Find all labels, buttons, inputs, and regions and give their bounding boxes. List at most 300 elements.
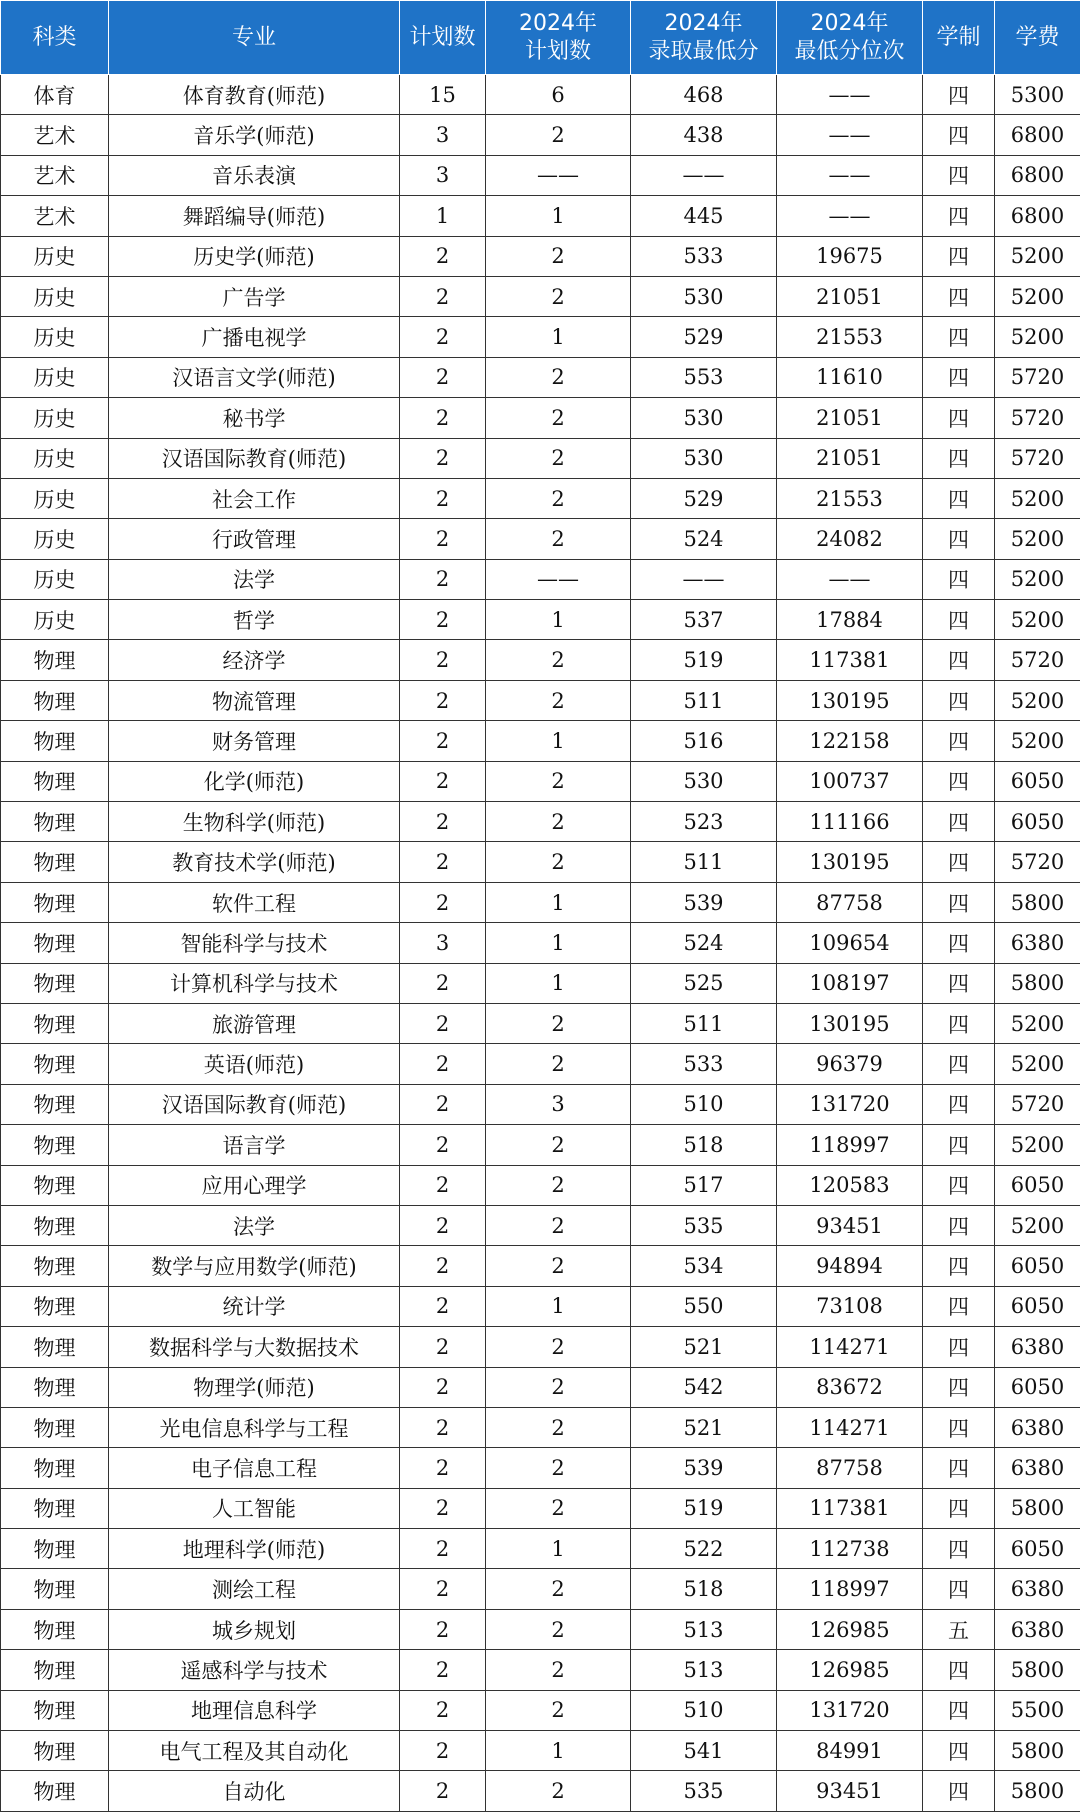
cell-2024-min-score: 513 <box>631 1609 777 1649</box>
cell-2024-min-rank: 84991 <box>777 1731 923 1771</box>
table-row <box>1 1609 1080 1649</box>
table-row <box>1 155 1080 195</box>
cell-category: 历史 <box>1 236 109 276</box>
cell-major: 旅游管理 <box>109 1003 400 1043</box>
cell-2024-min-score: 516 <box>631 721 777 761</box>
table-row <box>1 1650 1080 1690</box>
cell-major: 体育教育(师范) <box>109 75 400 115</box>
cell-plan-count: 2 <box>400 398 486 438</box>
cell-duration: 四 <box>923 115 995 155</box>
cell-category: 物理 <box>1 963 109 1003</box>
cell-category: 物理 <box>1 802 109 842</box>
cell-tuition: 5300 <box>995 75 1080 115</box>
cell-duration: 四 <box>923 1286 995 1326</box>
cell-2024-min-rank: 93451 <box>777 1771 923 1811</box>
cell-category: 物理 <box>1 1407 109 1447</box>
cell-major: 汉语国际教育(师范) <box>109 1084 400 1124</box>
table-row <box>1 923 1080 963</box>
cell-2024-plan-count: 2 <box>486 802 631 842</box>
cell-plan-count: 2 <box>400 963 486 1003</box>
cell-2024-plan-count: 2 <box>486 398 631 438</box>
cell-2024-min-rank: —— <box>777 155 923 195</box>
cell-plan-count: 2 <box>400 1165 486 1205</box>
cell-2024-min-rank: 87758 <box>777 882 923 922</box>
cell-2024-min-score: 535 <box>631 1205 777 1245</box>
cell-2024-plan-count: 1 <box>486 1286 631 1326</box>
cell-duration: 四 <box>923 317 995 357</box>
cell-category: 物理 <box>1 680 109 720</box>
cell-category: 物理 <box>1 1367 109 1407</box>
cell-2024-plan-count: 2 <box>486 438 631 478</box>
cell-plan-count: 2 <box>400 1771 486 1811</box>
cell-major: 历史学(师范) <box>109 236 400 276</box>
cell-2024-min-score: 533 <box>631 1044 777 1084</box>
cell-major: 音乐学(师范) <box>109 115 400 155</box>
cell-major: 经济学 <box>109 640 400 680</box>
header-label-line: 2024年 <box>631 10 776 38</box>
cell-2024-min-rank: 117381 <box>777 640 923 680</box>
cell-category: 历史 <box>1 317 109 357</box>
cell-duration: 四 <box>923 155 995 195</box>
cell-2024-plan-count: 1 <box>486 1529 631 1569</box>
cell-plan-count: 15 <box>400 75 486 115</box>
cell-2024-min-score: 537 <box>631 600 777 640</box>
table-header <box>1 1 1080 75</box>
cell-duration: 四 <box>923 923 995 963</box>
cell-2024-plan-count: 2 <box>486 1569 631 1609</box>
cell-2024-plan-count: 2 <box>486 1690 631 1730</box>
cell-2024-min-rank: 87758 <box>777 1448 923 1488</box>
cell-major: 物理学(师范) <box>109 1367 400 1407</box>
cell-duration: 四 <box>923 721 995 761</box>
cell-2024-min-rank: 21553 <box>777 317 923 357</box>
cell-2024-min-score: 511 <box>631 680 777 720</box>
cell-2024-min-score: 533 <box>631 236 777 276</box>
cell-major: 法学 <box>109 1205 400 1245</box>
cell-plan-count: 2 <box>400 1488 486 1528</box>
cell-category: 物理 <box>1 721 109 761</box>
cell-tuition: 5200 <box>995 276 1080 316</box>
cell-plan-count: 2 <box>400 317 486 357</box>
cell-plan-count: 2 <box>400 1003 486 1043</box>
cell-tuition: 5720 <box>995 357 1080 397</box>
cell-2024-plan-count: 2 <box>486 1246 631 1286</box>
cell-tuition: 6800 <box>995 196 1080 236</box>
cell-2024-plan-count: 1 <box>486 721 631 761</box>
cell-plan-count: 2 <box>400 680 486 720</box>
cell-2024-min-rank: 118997 <box>777 1125 923 1165</box>
cell-major: 英语(师范) <box>109 1044 400 1084</box>
cell-plan-count: 2 <box>400 1044 486 1084</box>
table-row <box>1 1367 1080 1407</box>
cell-major: 秘书学 <box>109 398 400 438</box>
cell-2024-min-score: 539 <box>631 882 777 922</box>
table-row <box>1 721 1080 761</box>
cell-duration: 四 <box>923 1246 995 1286</box>
header-label-line: 最低分位次 <box>777 38 922 66</box>
cell-major: 法学 <box>109 559 400 599</box>
table-row <box>1 1690 1080 1730</box>
cell-tuition: 5800 <box>995 1650 1080 1690</box>
cell-plan-count: 2 <box>400 438 486 478</box>
cell-plan-count: 3 <box>400 115 486 155</box>
cell-category: 历史 <box>1 357 109 397</box>
table-row <box>1 1569 1080 1609</box>
cell-tuition: 6380 <box>995 1448 1080 1488</box>
cell-category: 物理 <box>1 1650 109 1690</box>
cell-tuition: 5800 <box>995 963 1080 1003</box>
cell-duration: 四 <box>923 1367 995 1407</box>
cell-2024-min-score: —— <box>631 155 777 195</box>
cell-duration: 四 <box>923 1771 995 1811</box>
cell-major: 数据科学与大数据技术 <box>109 1327 400 1367</box>
table-row <box>1 761 1080 801</box>
cell-2024-plan-count: 2 <box>486 1165 631 1205</box>
cell-2024-min-score: 523 <box>631 802 777 842</box>
cell-2024-plan-count: 2 <box>486 1771 631 1811</box>
table-row <box>1 1084 1080 1124</box>
cell-plan-count: 2 <box>400 1731 486 1771</box>
cell-2024-min-rank: 17884 <box>777 600 923 640</box>
cell-major: 财务管理 <box>109 721 400 761</box>
cell-major: 语言学 <box>109 1125 400 1165</box>
cell-duration: 四 <box>923 1044 995 1084</box>
cell-tuition: 5200 <box>995 1044 1080 1084</box>
table-row <box>1 317 1080 357</box>
header-label-line: 2024年 <box>486 10 630 38</box>
cell-2024-plan-count: 2 <box>486 1327 631 1367</box>
cell-plan-count: 2 <box>400 842 486 882</box>
cell-category: 物理 <box>1 882 109 922</box>
cell-duration: 四 <box>923 236 995 276</box>
cell-duration: 四 <box>923 519 995 559</box>
cell-2024-min-score: 524 <box>631 519 777 559</box>
cell-category: 物理 <box>1 761 109 801</box>
cell-2024-plan-count: 3 <box>486 1084 631 1124</box>
cell-tuition: 5720 <box>995 1084 1080 1124</box>
cell-2024-plan-count: 1 <box>486 963 631 1003</box>
cell-category: 物理 <box>1 1003 109 1043</box>
cell-plan-count: 2 <box>400 236 486 276</box>
table-row <box>1 1205 1080 1245</box>
cell-2024-min-score: 530 <box>631 438 777 478</box>
table-row <box>1 1044 1080 1084</box>
cell-tuition: 5200 <box>995 236 1080 276</box>
cell-2024-plan-count: 2 <box>486 1407 631 1447</box>
cell-2024-min-rank: 131720 <box>777 1084 923 1124</box>
cell-2024-plan-count: 2 <box>486 276 631 316</box>
cell-duration: 四 <box>923 1650 995 1690</box>
cell-plan-count: 2 <box>400 478 486 518</box>
cell-2024-min-rank: 114271 <box>777 1407 923 1447</box>
cell-2024-min-score: 539 <box>631 1448 777 1488</box>
cell-2024-min-rank: 11610 <box>777 357 923 397</box>
cell-major: 电气工程及其自动化 <box>109 1731 400 1771</box>
cell-major: 汉语国际教育(师范) <box>109 438 400 478</box>
cell-2024-min-score: 513 <box>631 1650 777 1690</box>
cell-major: 教育技术学(师范) <box>109 842 400 882</box>
cell-major: 城乡规划 <box>109 1609 400 1649</box>
cell-plan-count: 2 <box>400 1367 486 1407</box>
cell-duration: 四 <box>923 1165 995 1205</box>
cell-category: 物理 <box>1 1205 109 1245</box>
cell-category: 物理 <box>1 1044 109 1084</box>
cell-duration: 四 <box>923 1529 995 1569</box>
cell-2024-min-score: 445 <box>631 196 777 236</box>
table-row <box>1 1488 1080 1528</box>
table-row <box>1 1246 1080 1286</box>
cell-2024-min-score: 524 <box>631 923 777 963</box>
cell-2024-plan-count: 2 <box>486 115 631 155</box>
cell-2024-min-score: —— <box>631 559 777 599</box>
cell-category: 物理 <box>1 1609 109 1649</box>
cell-duration: 四 <box>923 357 995 397</box>
cell-plan-count: 2 <box>400 1084 486 1124</box>
header-major <box>109 1 400 75</box>
cell-category: 历史 <box>1 559 109 599</box>
cell-tuition: 5200 <box>995 600 1080 640</box>
cell-category: 物理 <box>1 1286 109 1326</box>
cell-major: 计算机科学与技术 <box>109 963 400 1003</box>
cell-2024-min-rank: 112738 <box>777 1529 923 1569</box>
cell-2024-min-score: 518 <box>631 1569 777 1609</box>
cell-2024-min-rank: 83672 <box>777 1367 923 1407</box>
cell-duration: 四 <box>923 680 995 720</box>
cell-2024-plan-count: 2 <box>486 1125 631 1165</box>
cell-2024-min-rank: 21553 <box>777 478 923 518</box>
cell-category: 物理 <box>1 1690 109 1730</box>
cell-plan-count: 2 <box>400 721 486 761</box>
table-row <box>1 196 1080 236</box>
cell-2024-plan-count: 2 <box>486 478 631 518</box>
cell-2024-plan-count: 1 <box>486 882 631 922</box>
cell-plan-count: 1 <box>400 196 486 236</box>
cell-tuition: 6050 <box>995 1367 1080 1407</box>
cell-tuition: 5200 <box>995 1003 1080 1043</box>
header-label-line: 计划数 <box>400 24 485 52</box>
cell-2024-min-score: 529 <box>631 478 777 518</box>
cell-plan-count: 2 <box>400 1246 486 1286</box>
cell-category: 历史 <box>1 519 109 559</box>
cell-2024-min-rank: 130195 <box>777 842 923 882</box>
cell-2024-plan-count: 6 <box>486 75 631 115</box>
cell-2024-min-rank: —— <box>777 559 923 599</box>
header-2024-min-rank <box>777 1 923 75</box>
cell-2024-min-score: 542 <box>631 1367 777 1407</box>
cell-duration: 四 <box>923 75 995 115</box>
cell-category: 物理 <box>1 923 109 963</box>
cell-2024-min-score: 438 <box>631 115 777 155</box>
cell-2024-plan-count: 2 <box>486 357 631 397</box>
cell-2024-plan-count: 2 <box>486 1367 631 1407</box>
cell-plan-count: 2 <box>400 357 486 397</box>
cell-tuition: 6050 <box>995 1165 1080 1205</box>
cell-tuition: 5200 <box>995 680 1080 720</box>
cell-duration: 四 <box>923 276 995 316</box>
cell-2024-min-rank: 100737 <box>777 761 923 801</box>
table-row <box>1 802 1080 842</box>
cell-2024-min-rank: 108197 <box>777 963 923 1003</box>
cell-2024-min-rank: 130195 <box>777 680 923 720</box>
cell-major: 应用心理学 <box>109 1165 400 1205</box>
table-row <box>1 519 1080 559</box>
cell-2024-min-score: 534 <box>631 1246 777 1286</box>
table-row <box>1 1125 1080 1165</box>
cell-duration: 四 <box>923 600 995 640</box>
cell-2024-min-rank: —— <box>777 75 923 115</box>
cell-2024-min-score: 529 <box>631 317 777 357</box>
header-tuition <box>995 1 1080 75</box>
cell-2024-plan-count: 2 <box>486 1650 631 1690</box>
cell-duration: 四 <box>923 640 995 680</box>
cell-duration: 四 <box>923 842 995 882</box>
cell-major: 遥感科学与技术 <box>109 1650 400 1690</box>
header-label-line: 录取最低分 <box>631 38 776 66</box>
cell-tuition: 5200 <box>995 559 1080 599</box>
cell-category: 艺术 <box>1 155 109 195</box>
table-row <box>1 1407 1080 1447</box>
cell-category: 物理 <box>1 1731 109 1771</box>
cell-duration: 四 <box>923 1569 995 1609</box>
cell-tuition: 5200 <box>995 721 1080 761</box>
cell-plan-count: 2 <box>400 276 486 316</box>
header-row <box>1 1 1080 75</box>
cell-2024-min-rank: 24082 <box>777 519 923 559</box>
cell-tuition: 6050 <box>995 802 1080 842</box>
cell-duration: 四 <box>923 196 995 236</box>
table-row <box>1 963 1080 1003</box>
header-label-line: 学费 <box>995 24 1080 52</box>
cell-2024-min-rank: 117381 <box>777 1488 923 1528</box>
cell-duration: 四 <box>923 1125 995 1165</box>
cell-major: 智能科学与技术 <box>109 923 400 963</box>
cell-duration: 五 <box>923 1609 995 1649</box>
cell-major: 测绘工程 <box>109 1569 400 1609</box>
table-row <box>1 398 1080 438</box>
cell-category: 物理 <box>1 1569 109 1609</box>
cell-duration: 四 <box>923 1407 995 1447</box>
table-row <box>1 1771 1080 1811</box>
cell-major: 广告学 <box>109 276 400 316</box>
cell-category: 历史 <box>1 600 109 640</box>
cell-category: 物理 <box>1 842 109 882</box>
table-row <box>1 75 1080 115</box>
table-body <box>1 75 1080 1812</box>
cell-duration: 四 <box>923 1488 995 1528</box>
header-label-line: 专业 <box>109 24 399 52</box>
cell-category: 历史 <box>1 276 109 316</box>
cell-2024-plan-count: 2 <box>486 1003 631 1043</box>
cell-2024-min-rank: 126985 <box>777 1650 923 1690</box>
cell-category: 物理 <box>1 1488 109 1528</box>
cell-major: 舞蹈编导(师范) <box>109 196 400 236</box>
table-row <box>1 680 1080 720</box>
cell-2024-plan-count: 2 <box>486 519 631 559</box>
cell-duration: 四 <box>923 1448 995 1488</box>
cell-tuition: 5200 <box>995 519 1080 559</box>
cell-2024-min-score: 511 <box>631 1003 777 1043</box>
cell-duration: 四 <box>923 882 995 922</box>
cell-duration: 四 <box>923 963 995 1003</box>
cell-plan-count: 2 <box>400 1407 486 1447</box>
cell-2024-min-score: 510 <box>631 1690 777 1730</box>
cell-2024-min-rank: —— <box>777 196 923 236</box>
table-row <box>1 842 1080 882</box>
table-row <box>1 1327 1080 1367</box>
cell-plan-count: 2 <box>400 640 486 680</box>
cell-2024-plan-count: 2 <box>486 680 631 720</box>
cell-2024-min-rank: —— <box>777 115 923 155</box>
header-duration <box>923 1 995 75</box>
cell-2024-plan-count: 2 <box>486 1609 631 1649</box>
cell-plan-count: 2 <box>400 882 486 922</box>
cell-2024-min-score: 510 <box>631 1084 777 1124</box>
table-row <box>1 882 1080 922</box>
cell-tuition: 6380 <box>995 1407 1080 1447</box>
cell-2024-plan-count: 2 <box>486 640 631 680</box>
cell-2024-plan-count: 2 <box>486 236 631 276</box>
cell-tuition: 5800 <box>995 1488 1080 1528</box>
cell-tuition: 6800 <box>995 115 1080 155</box>
cell-major: 光电信息科学与工程 <box>109 1407 400 1447</box>
cell-2024-min-score: 519 <box>631 640 777 680</box>
cell-major: 电子信息工程 <box>109 1448 400 1488</box>
cell-plan-count: 2 <box>400 761 486 801</box>
table-row <box>1 1529 1080 1569</box>
cell-tuition: 6050 <box>995 1529 1080 1569</box>
table-row <box>1 1448 1080 1488</box>
cell-2024-min-rank: 131720 <box>777 1690 923 1730</box>
header-label-line: 学制 <box>923 24 994 52</box>
cell-2024-min-rank: 73108 <box>777 1286 923 1326</box>
cell-2024-min-rank: 21051 <box>777 438 923 478</box>
cell-2024-min-score: 530 <box>631 761 777 801</box>
cell-category: 物理 <box>1 1448 109 1488</box>
table-row <box>1 276 1080 316</box>
cell-major: 数学与应用数学(师范) <box>109 1246 400 1286</box>
cell-category: 物理 <box>1 1246 109 1286</box>
cell-2024-plan-count: 2 <box>486 842 631 882</box>
cell-plan-count: 2 <box>400 1125 486 1165</box>
cell-duration: 四 <box>923 559 995 599</box>
cell-major: 人工智能 <box>109 1488 400 1528</box>
cell-2024-min-rank: 130195 <box>777 1003 923 1043</box>
cell-duration: 四 <box>923 761 995 801</box>
cell-2024-min-score: 521 <box>631 1407 777 1447</box>
table-row <box>1 1003 1080 1043</box>
cell-2024-min-score: 530 <box>631 398 777 438</box>
cell-plan-count: 2 <box>400 1286 486 1326</box>
cell-2024-plan-count: 2 <box>486 1488 631 1528</box>
cell-category: 物理 <box>1 1125 109 1165</box>
cell-2024-min-rank: 94894 <box>777 1246 923 1286</box>
cell-plan-count: 2 <box>400 1327 486 1367</box>
cell-tuition: 5800 <box>995 1731 1080 1771</box>
cell-category: 历史 <box>1 398 109 438</box>
header-2024-min-score <box>631 1 777 75</box>
cell-category: 物理 <box>1 1084 109 1124</box>
cell-2024-plan-count: 1 <box>486 317 631 357</box>
cell-duration: 四 <box>923 1690 995 1730</box>
cell-tuition: 5500 <box>995 1690 1080 1730</box>
cell-plan-count: 2 <box>400 1205 486 1245</box>
cell-category: 历史 <box>1 438 109 478</box>
cell-tuition: 6380 <box>995 1327 1080 1367</box>
cell-major: 汉语言文学(师范) <box>109 357 400 397</box>
cell-plan-count: 3 <box>400 923 486 963</box>
cell-2024-min-score: 511 <box>631 842 777 882</box>
cell-plan-count: 3 <box>400 155 486 195</box>
